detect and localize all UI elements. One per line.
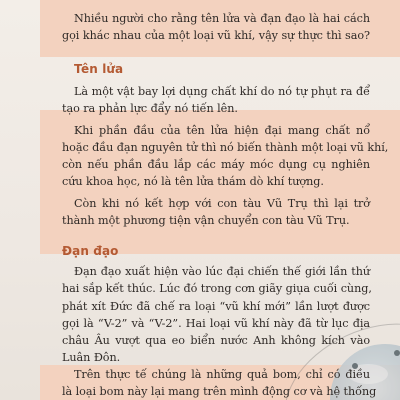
paragraph-line: Luân Đôn. xyxy=(62,351,121,364)
paragraph-line: châu Âu vượt qua eo biển nước Anh không kích vào xyxy=(62,334,370,347)
paragraph-line: Khi phần đầu của tên lửa hiện đại mang chất nổ xyxy=(74,124,370,137)
paragraph-line: Còn khi nó kết hợp với con tàu Vũ Trụ thì lại trở xyxy=(74,197,370,210)
paragraph-line: hoặc đầu đạn nguyên tử thì nó biến thành một loại vũ khí, xyxy=(62,141,389,154)
section-heading: Tên lửa xyxy=(74,62,124,76)
paragraph-line: Đạn đạo xuất hiện vào lúc đại chiến thế giới lần thứ xyxy=(74,265,370,278)
section-heading: Đạn đạo xyxy=(62,244,119,258)
paragraph-line: cứu khoa học, nó là tên lửa thám dò khí tượng. xyxy=(62,175,324,188)
paragraph-line: phát xít Đức đã chế ra loại “vũ khí mới” lần lượt được xyxy=(62,300,370,313)
paragraph-line: gọi khác nhau của một loại vũ khí, vậy sự thực thì sao? xyxy=(62,29,370,42)
paragraph-line: Trên thực tế chúng là những quả bom, chỉ có điều xyxy=(74,368,370,381)
paragraph-line: thành một phương tiện vận chuyển con tàu Vũ Trụ. xyxy=(62,214,350,227)
satellite-dot xyxy=(394,350,400,356)
paragraph-line: hai sắp kết thúc. Lúc đó trong cơn giãy giụa cuối cùng, xyxy=(62,282,372,295)
paragraph-line: tạo ra phản lực đẩy nó tiến lên. xyxy=(62,102,238,115)
paragraph-line: là loại bom này lại mang trên mình động cơ và hệ thống xyxy=(62,385,377,398)
paragraph-line: gọi là “V-2” và “V-2”. Hai loại vũ khí này đã từ lục địa xyxy=(62,317,370,330)
paragraph-line: còn nếu phần đầu lắp các máy móc dụng cụ nghiên xyxy=(62,158,370,171)
paragraph-line: Là một vật bay lợi dụng chất khí do nó tự phụt ra để xyxy=(74,85,370,98)
paragraph-line: Nhiều người cho rằng tên lửa và đạn đạo là hai cách xyxy=(74,12,370,25)
